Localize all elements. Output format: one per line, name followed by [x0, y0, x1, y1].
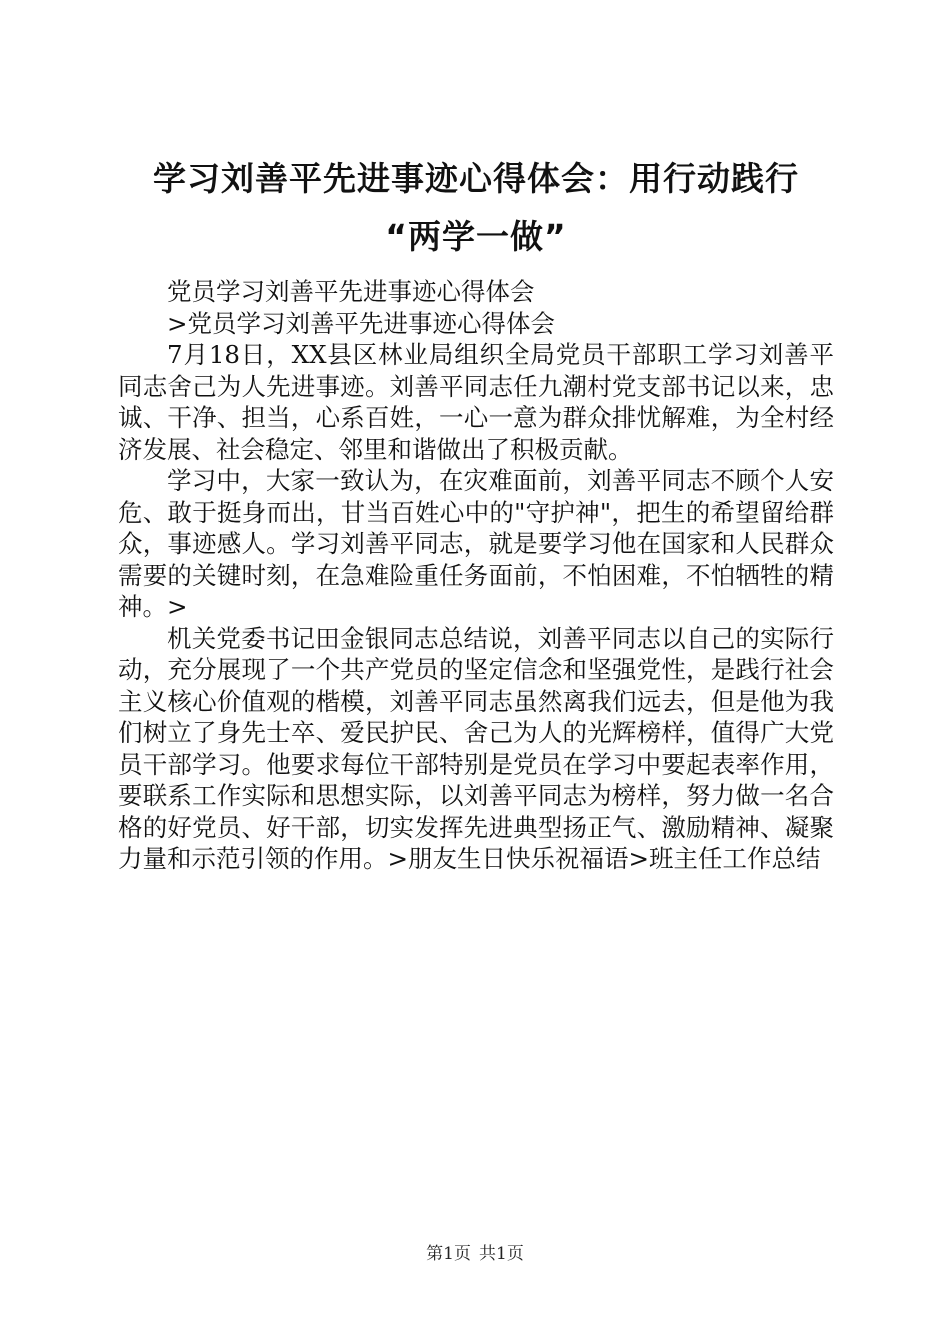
page-total: 共1页: [479, 1244, 524, 1264]
paragraph-summary: 机关党委书记田金银同志总结说，刘善平同志以自己的实际行动，充分展现了一个共产党员的坚定信念和坚强党性，是践行社会主义核心价值观的楷模，刘善平同志虽然离我们远去，但是他为我们树立了身先士卒、爱民护民、舍己为人的光辉榜样，值得广大党员干部学习。他要求每位干部特别是党员在学习中要起表率作用，要联系工作实际和思想实际，以刘善平同志为榜样，努力做一名合格的好党员、好干部，切实发挥先进典型扬正气、激励精神、凝聚力量和示范引领的作用。>朋友生日快乐祝福语>班主任工作总结: [118, 623, 834, 873]
paragraph-event: 7月18日，XX县区林业局组织全局党员干部职工学习刘善平同志舍己为人先进事迹。刘善平同志任九潮村党支部书记以来，忠诚、干净、担当，心系百姓，一心一意为群众排忧解难，为全村经济发展、社会稳定、邻里和谐做出了积极贡献。: [118, 340, 834, 464]
document-page: [118, 150, 834, 875]
page-number: 第1页: [426, 1244, 471, 1264]
paragraph-subtitle: 党员学习刘善平先进事迹心得体会: [167, 277, 535, 306]
page-footer: [0, 1243, 950, 1265]
title-line-2: “两学一做”: [385, 217, 567, 256]
document-title: [118, 150, 834, 266]
paragraph-study: 学习中，大家一致认为，在灾难面前，刘善平同志不顾个人安危、敢于挺身而出，甘当百姓心中的"守护神"，把生的希望留给群众，事迹感人。学习刘善平同志，就是要学习他在国家和人民群众需要的关键时刻，在急难险重任务面前，不怕困难，不怕牺牲的精神。>: [118, 466, 834, 621]
document-body: [118, 276, 834, 875]
title-line-1: 学习刘善平先进事迹心得体会：用行动践行: [153, 159, 799, 198]
paragraph-link: >党员学习刘善平先进事迹心得体会: [167, 308, 556, 338]
